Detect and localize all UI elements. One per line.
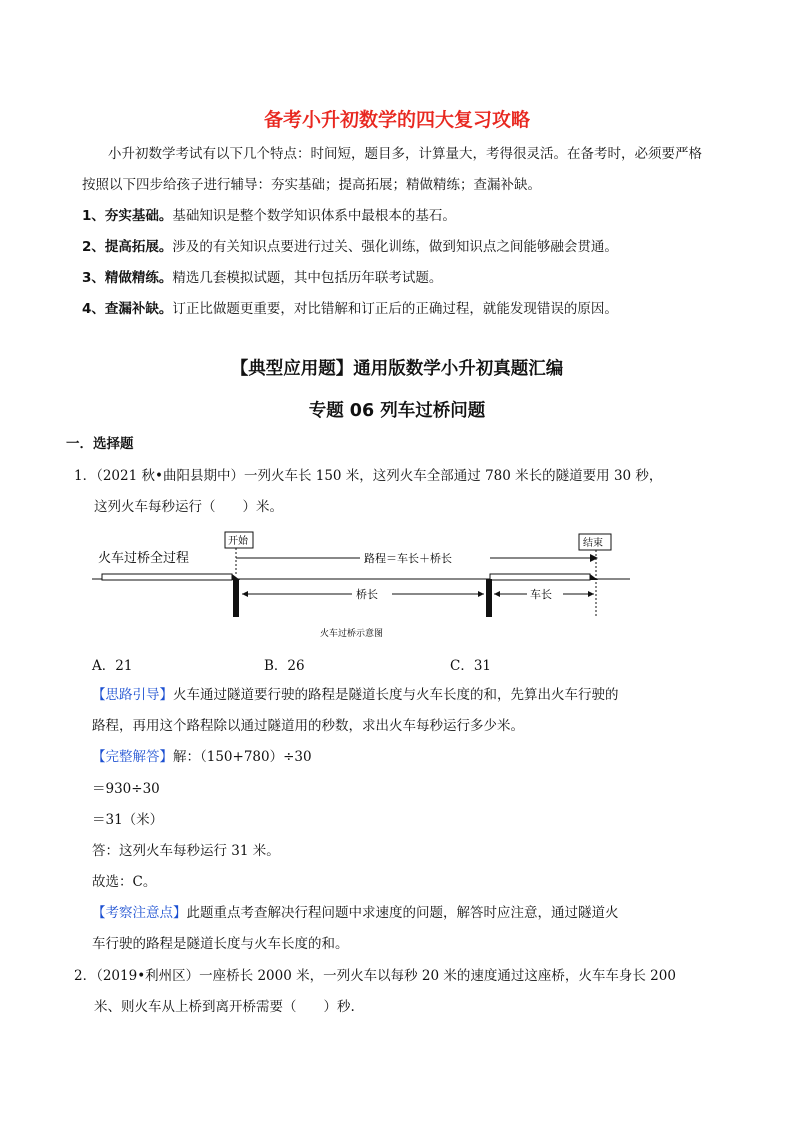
part-heading: 一．选择题: [66, 436, 134, 452]
q1-answer-2: ＝930÷30: [92, 781, 160, 797]
bridge-arrow-right: [478, 591, 484, 597]
q1-hint-1: [92, 685, 619, 705]
tip-text: 基础知识是整个数学知识体系中最根本的基石。: [172, 208, 456, 224]
tip-label: 4、查漏补缺。: [82, 301, 173, 317]
q1-option-a: A．21: [92, 658, 133, 674]
q1-answer-4: 答：这列火车每秒运行 31 米。: [92, 843, 280, 859]
answer-label: 【完整解答】: [92, 749, 173, 765]
q1-answer-1: [92, 747, 312, 767]
train-start: [102, 574, 232, 580]
section-title: 【典型应用题】通用版数学小升初真题汇编: [230, 359, 564, 379]
q1-line-1: 1．（2021 秋•曲阳县期中）一列火车长 150 米，这列火车全部通过 780 米长的隧道要用 30 秒，: [74, 468, 663, 484]
tip-label: 2、提高拓展。: [82, 239, 173, 255]
train-bridge-diagram: [90, 528, 650, 643]
note-label: 【考察注意点】: [92, 905, 187, 921]
train-arrow-right: [588, 591, 594, 597]
train-end: [490, 574, 590, 580]
q1-hint-2: 路程，再用这个路程除以通过隧道用的秒数，求出火车每秒运行多少米。: [92, 718, 524, 734]
hint-label: 【思路引导】: [92, 687, 173, 703]
bridge-arrow-left: [242, 591, 248, 597]
train-label: 车长: [530, 588, 552, 601]
tip-2: [82, 237, 618, 257]
route-arrowhead: [590, 554, 598, 562]
answer-text: 解：（150+780）÷30: [173, 749, 312, 765]
route-label: 路程＝车长＋桥长: [364, 552, 452, 565]
pier-left: [233, 579, 239, 617]
pier-right: [486, 579, 492, 617]
end-label: 结束: [583, 538, 603, 549]
q2-line-2: 米、则火车从上桥到离开桥需要（ ）秒.: [94, 999, 355, 1015]
q1-answer-3: ＝31（米）: [92, 812, 164, 828]
topic-title: 专题 06 列车过桥问题: [308, 401, 486, 421]
diagram-caption: 火车过桥示意图: [320, 629, 384, 639]
q1-option-c: C．31: [450, 658, 492, 674]
tip-1: [82, 206, 456, 226]
q1-option-b: B．26: [264, 658, 305, 674]
intro-line-1: 小升初数学考试有以下几个特点：时间短，题目多，计算量大，考得很灵活。在备考时，必须要严格: [108, 146, 702, 162]
note-text: 此题重点考查解决行程问题中求速度的问题，解答时应注意，通过隧道火: [186, 905, 619, 921]
tip-label: 3、精做精练。: [82, 270, 173, 286]
tip-3: [82, 268, 442, 288]
intro-line-2: 按照以下四步给孩子进行辅导：夯实基础；提高拓展；精做精练；查漏补缺。: [82, 177, 541, 193]
hint-text: 火车通过隧道要行驶的路程是隧道长度与火车长度的和，先算出火车行驶的: [173, 687, 619, 703]
tip-text: 精选几套模拟试题，其中包括历年联考试题。: [172, 270, 443, 286]
tip-text: 涉及的有关知识点要进行过关、强化训练，做到知识点之间能够融会贯通。: [172, 239, 618, 255]
train-arrow-left: [494, 591, 500, 597]
page-title: 备考小升初数学的四大复习攻略: [263, 109, 530, 131]
bridge-label: 桥长: [356, 588, 378, 601]
q1-note-1: [92, 903, 619, 923]
diagram-left-caption: 火车过桥全过程: [98, 551, 190, 566]
tip-text: 订正比做题更重要，对比错解和订正后的正确过程，就能发现错误的原因。: [172, 301, 618, 317]
tip-4: [82, 299, 618, 319]
q2-line-1: 2．（2019•利州区）一座桥长 2000 米，一列火车以每秒 20 米的速度通过这座桥，火车车身长 200: [74, 968, 676, 984]
tip-label: 1、夯实基础。: [82, 208, 173, 224]
q1-note-2: 车行驶的路程是隧道长度与火车长度的和。: [92, 936, 349, 952]
q1-answer-5: 故选：C。: [92, 874, 157, 890]
start-label: 开始: [228, 536, 248, 547]
q1-line-2: 这列火车每秒运行（ ）米。: [94, 499, 283, 515]
